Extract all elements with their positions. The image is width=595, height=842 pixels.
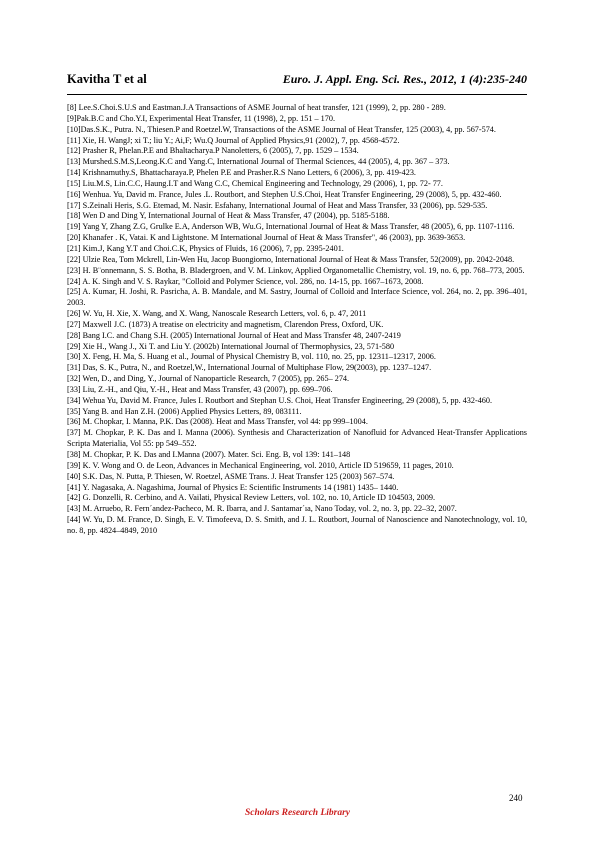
reference-item: [32] Wen, D., and Ding, Y., Journal of Nanoparticle Research, 7 (2005), pp. 265– 274.	[67, 374, 350, 384]
reference-item: [33] Liu, Z.-H., and Qiu, Y.-H., Heat and Mass Transfer, 43 (2007), pp. 699–706.	[67, 384, 333, 394]
reference-item: [29] Xie H., Wang J., Xi T. and Liu Y. (2002b) International Journal of Thermophysics, 23, 571-580	[67, 341, 395, 351]
reference-item: [15] Liu.M.S, Lin.C.C, Haung.I.T and Wang C.C, Chemical Engineering and Technology, 29 (2006), 1, pp. 72- 77.	[67, 178, 443, 188]
reference-item: [31] Das, S. K., Putra, N., and Roetzel,W., International Journal of Multiphase Flow, 29(2003), pp. 1237–1247.	[67, 363, 432, 373]
reference-item: [28] Bang I.C. and Chang S.H. (2005) International Journal of Heat and Mass Transfer 48, 2407-2419	[67, 330, 401, 340]
header-journal-citation: Euro. J. Appl. Eng. Sci. Res., 2012, 1 (4):235-240	[282, 72, 527, 86]
reference-item: [37] M. Chopkar, P. K. Das and I. Manna (2006). Synthesis and Characterization of Nanofluid for Advanced Heat-Transfer Applications Scripta Materialia, Vol 55: pp 549–552.	[67, 428, 527, 449]
reference-item: [22] Ulzie Rea, Tom Mckrell, Lin-Wen Hu, Jacop Buongiorno, International Journal of Heat & Mass Transfer, 52(2009), pp. 2042-2048.	[67, 254, 515, 264]
reference-item: [42] G. Donzelli, R. Cerbino, and A. Vailati, Physical Review Letters, vol. 102, no. 10, Article ID 104503, 2009.	[67, 493, 436, 503]
footer-publisher: Scholars Research Library	[244, 808, 351, 818]
running-header	[67, 72, 527, 88]
reference-item: [35] Yang B. and Han Z.H. (2006) Applied Physics Letters, 89, 083111.	[67, 406, 302, 416]
reference-item: [10]Das.S.K., Putra. N., Thiesen.P and Roetzel.W, Transactions of the ASME Journal of Heat Transfer, 125 (2003), 4, pp. 567-574.	[67, 124, 496, 134]
reference-item: [20] Khanafer . K, Vatai. K and Lightstone. M International Journal of Heat & Mass Transfer", 46 (2003), pp. 3639-3653.	[67, 233, 466, 243]
reference-item: [36] M. Chopkar, I. Manna, P.K. Das (2008). Heat and Mass Transfer, vol 44: pp 999–1004.	[67, 417, 368, 427]
reference-item: [9]Pak.B.C and Cho.Y.I, Experimental Heat Transfer, 11 (1998), 2, pp. 151 – 170.	[67, 113, 336, 123]
reference-item: [43] M. Arruebo, R. Fern´andez-Pacheco, M. R. Ibarra, and J. Santamar´ıa, Nano Today, vol. 2, no. 3, pp. 22–32, 2007.	[67, 504, 457, 514]
reference-item: [30] X. Feng, H. Ma, S. Huang et al., Journal of Physical Chemistry B, vol. 110, no. 25, pp. 12311–12317, 2006.	[67, 352, 436, 362]
reference-item: [13] Murshed.S.M.S,Leong.K.C and Yang.C, International Journal of Thermal Sciences, 44 (2005), 4, pp. 367 – 373.	[67, 157, 450, 167]
reference-item: [23] H. B¨onnemann, S. S. Botha, B. Bladergroen, and V. M. Linkov, Applied Organometallic Chemistry, vol. 19, no. 6, pp. 768–773, 2005.	[67, 265, 525, 275]
reference-item: [26] W. Yu, H. Xie, X. Wang, and X. Wang, Nanoscale Research Letters, vol. 6, p. 47, 2011	[67, 309, 367, 319]
page-number: 240	[509, 793, 523, 803]
reference-item: [18] Wen D and Ding Y, International Journal of Heat & Mass Transfer, 47 (2004), pp. 5185-5188.	[67, 211, 390, 221]
reference-item: [44] W. Yu, D. M. France, D. Singh, E. V. Timofeeva, D. S. Smith, and J. L. Routbort, Journal of Nanoscience and Nanotechnology, vol. 10, no. 8, pp. 4824–4849, 2010	[67, 515, 527, 535]
reference-item: [40] S.K. Das, N. Putta, P. Thiesen, W. Roetzel, ASME Trans. J. Heat Transfer 125 (2003) 567–574.	[67, 471, 395, 481]
reference-item: [25] A. Kumar, H. Joshi, R. Pasricha, A. B. Mandale, and M. Sastry, Journal of Colloid and Interface Science, vol. 264, no. 2, pp. 396–401, 2003.	[67, 287, 527, 308]
reference-item: [12] Prasher R, Phelan.P.E and Bhaltacharya.P Nanoletters, 6 (2005), 7, pp. 1529 – 1534.	[67, 146, 359, 156]
reference-item: [41] Y. Nagasaka, A. Nagashima, Journal of Physics E: Scientific Instruments 14 (1981) 1435– 1440.	[67, 482, 399, 492]
reference-item: [17] S.Zeinali Heris, S.G. Etemad, M. Nasir. Esfahany, International Journal of Heat and Mass Transfer, 33 (2006), pp. 529-535.	[67, 200, 488, 210]
reference-item: [11] Xie, H. WangJ; xi T.; liu Y.; Ai,F; Wu.Q Journal of Applied Physics,91 (2002), 7, pp. 4568-4572.	[67, 135, 400, 145]
reference-item: [34] Wehua Yu, David M. France, Jules I. Routbort and Stephan U.S. Choi, Heat Transfer Engineering, 29 (2008), 5, pp. 432-460.	[67, 395, 493, 405]
reference-item: [39] K. V. Wong and O. de Leon, Advances in Mechanical Engineering, vol. 2010, Article ID 519659, 11 pages, 2010.	[67, 460, 454, 470]
reference-item: [16] Wenhua. Yu, David m. France, Jules .L. Routbort, and Stephen U.S.Choi, Heat Transfer Engineering, 29 (2008), 5, pp. 432-460.	[67, 189, 502, 199]
reference-list	[67, 103, 527, 537]
header-rule	[67, 94, 527, 95]
reference-item: [27] Maxwell J.C. (1873) A treatise on electricity and magnetism, Clarendon Press, Oxford, UK.	[67, 319, 384, 329]
reference-item: [8] Lee.S.Choi.S.U.S and Eastman.J.A Transactions of ASME Journal of heat transfer, 121 (1999), 2, pp. 280 - 289.	[67, 103, 446, 112]
header-author: Kavitha T et al	[67, 72, 147, 86]
reference-item: [38] M. Chopkar, P. K. Das and I.Manna (2007). Mater. Sci. Eng. B, vol 139: 141–148	[67, 450, 351, 459]
reference-item: [14] Krishnamuthy.S, Bhattacharaya.P, Phelen P.E and Prasher.R.S Nano Letters, 6 (2006), 3, pp. 419-423.	[67, 168, 416, 178]
reference-item: [21] Kim.J, Kang Y.T and Choi.C.K, Physics of Fluids, 16 (2006), 7, pp. 2395-2401.	[67, 243, 344, 253]
reference-item: [19] Yang Y, Zhang Z.G, Grulke E.A, Anderson WB, Wu.G, International Journal of Heat & Mass Transfer, 48 (2005), 6, pp. 1107-1116.	[67, 222, 515, 232]
reference-item: [24] A. K. Singh and V. S. Raykar, "Colloid and Polymer Science, vol. 286, no. 14-15, pp. 1667–1673, 2008.	[67, 276, 424, 286]
